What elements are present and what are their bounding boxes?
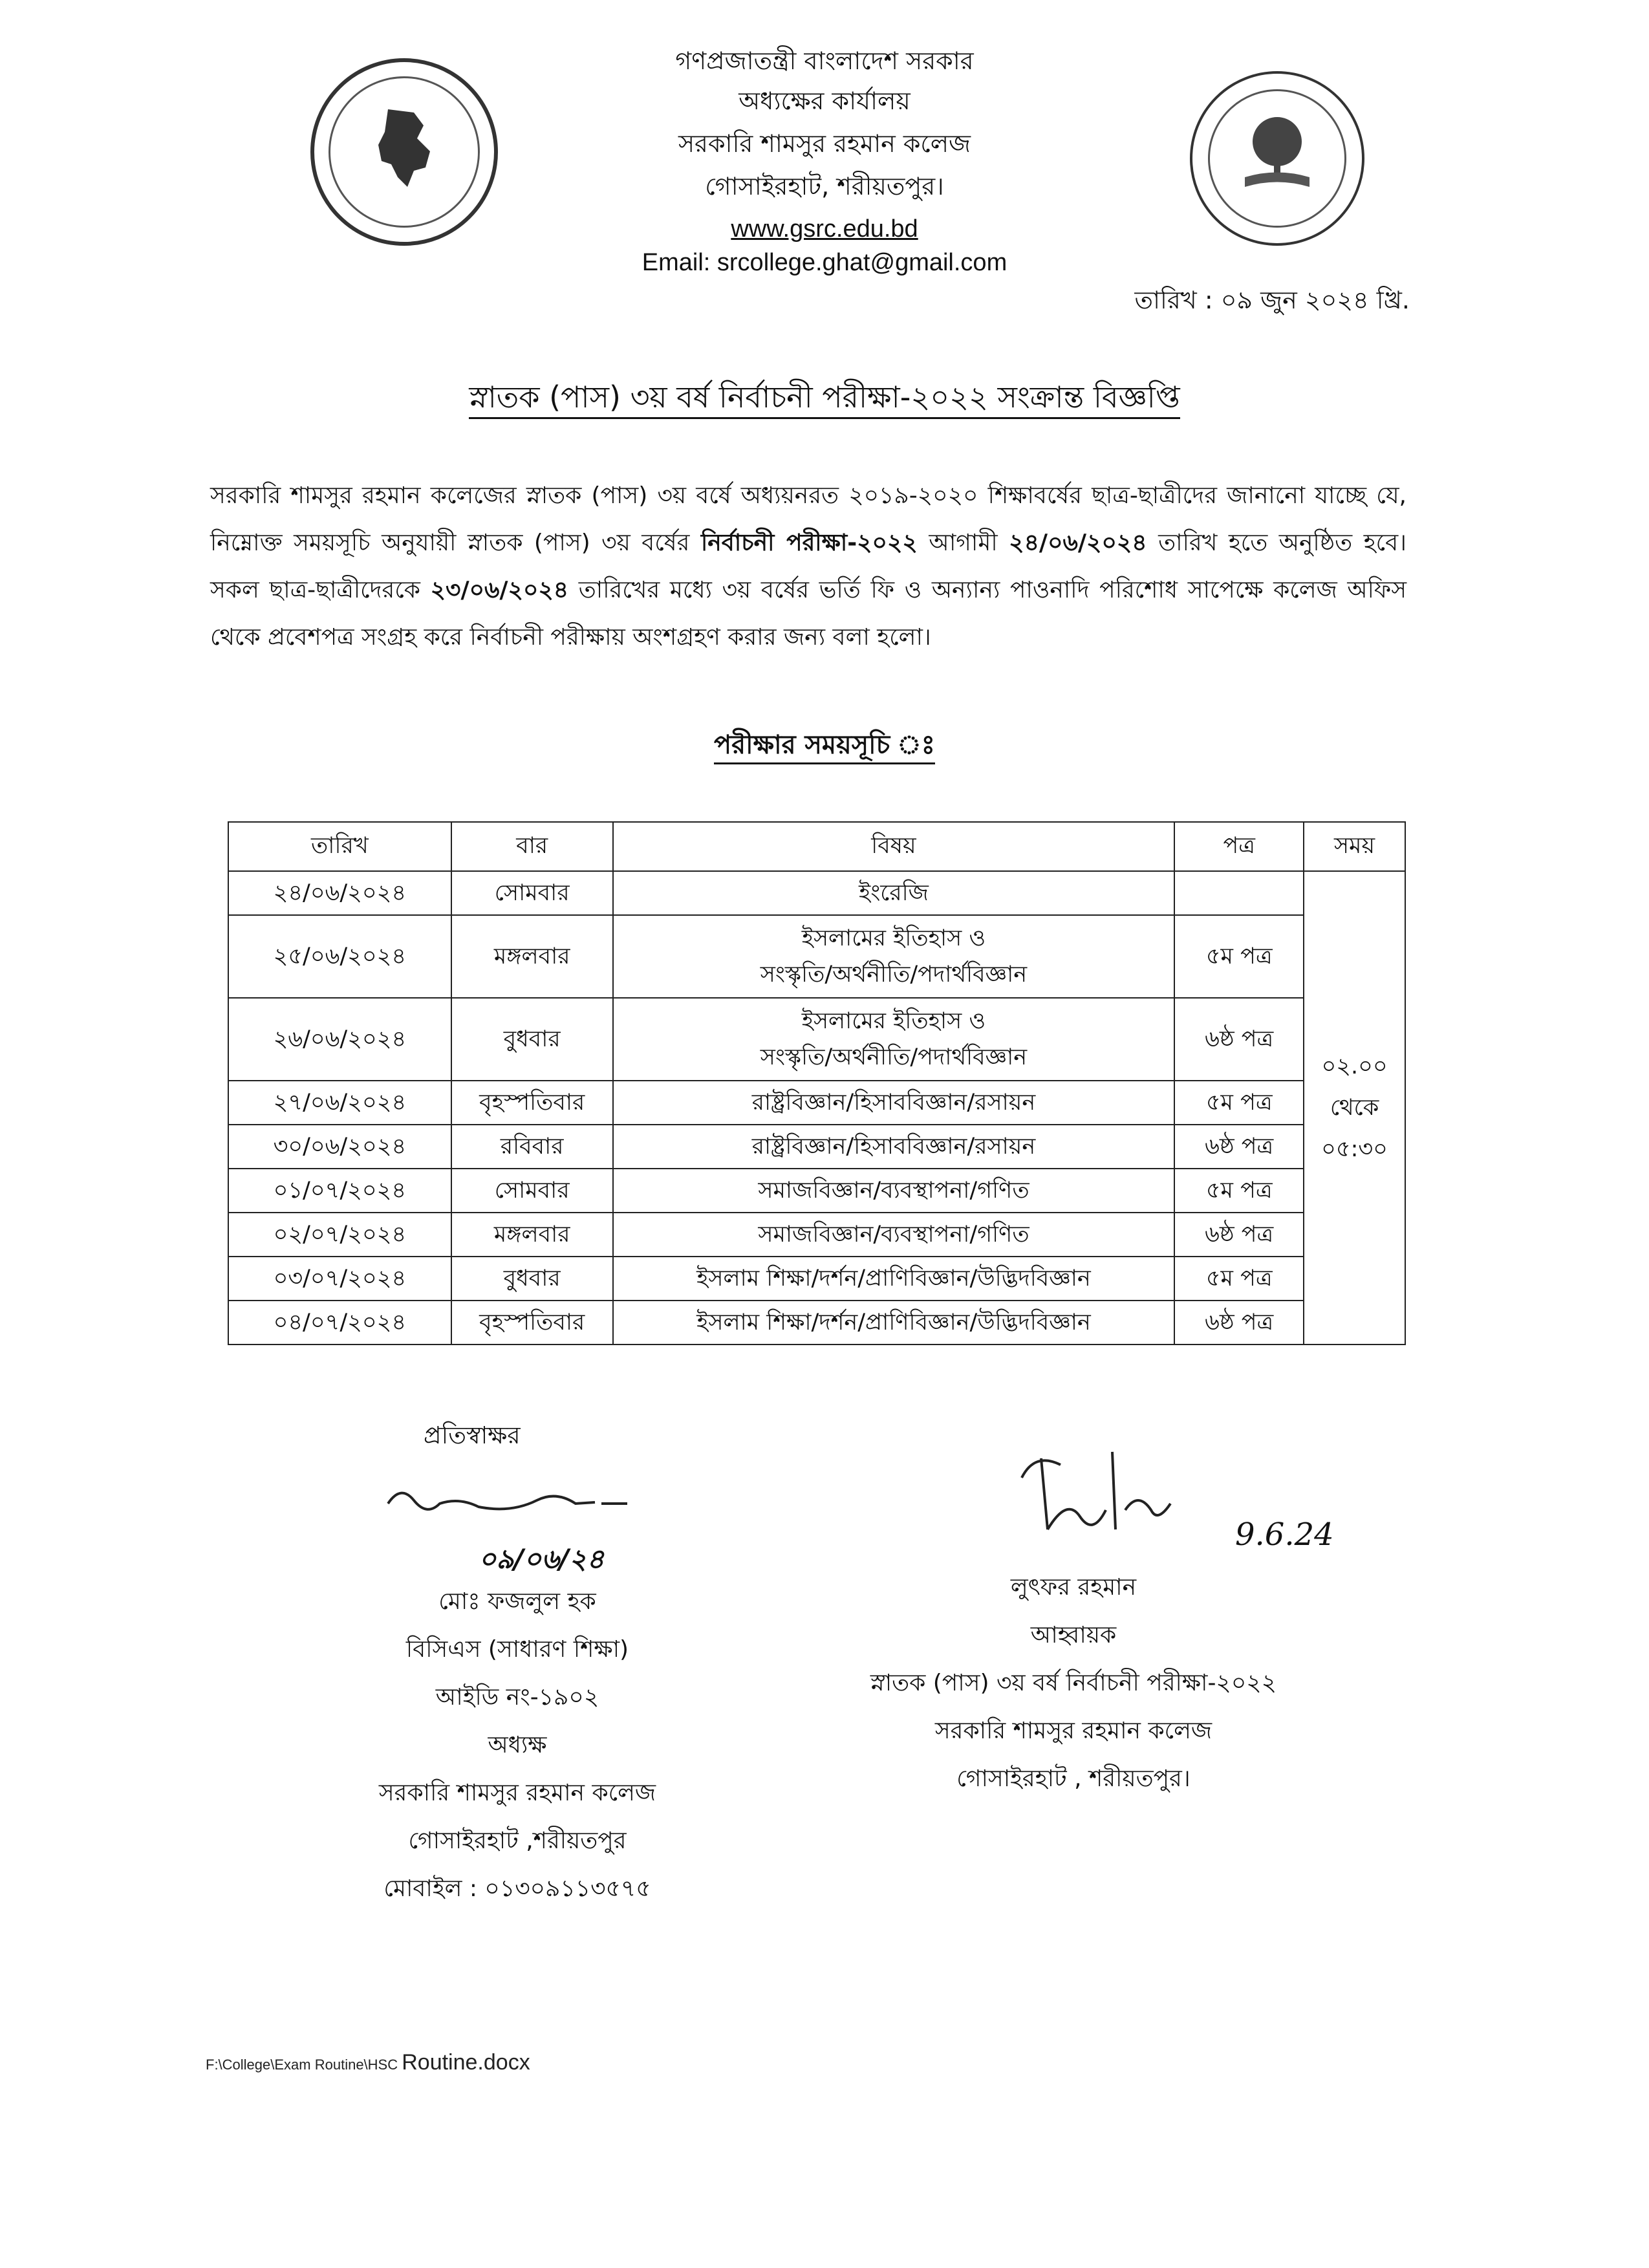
subject-line-1: ইসলামের ইতিহাস ও [801, 1008, 986, 1034]
cell-day: সোমবার [451, 1169, 613, 1213]
left-handwritten-date: ০৯/০৬/২৪ [479, 1543, 605, 1575]
header-line-1: গণপ্রজাতন্ত্রী বাংলাদেশ সরকার [675, 47, 974, 75]
cell-day: সোমবার [451, 871, 613, 915]
time-to: থেকে [1330, 1095, 1379, 1121]
left-college: সরকারি শামসুর রহমান কলেজ [378, 1780, 656, 1806]
cell-subject: রাষ্ট্রবিজ্ঞান/হিসাববিজ্ঞান/রসায়ন [613, 1081, 1175, 1125]
cell-date: ২৭/০৬/২০২৪ [228, 1081, 451, 1125]
cell-time [1304, 871, 1405, 1345]
table-row [228, 1125, 1405, 1169]
table-row [228, 1169, 1405, 1213]
cell-paper: ৬ষ্ঠ পত্র [1174, 998, 1304, 1081]
cell-date: ২৫/০৬/২০২৪ [228, 915, 451, 998]
cell-subject: ইসলাম শিক্ষা/দর্শন/প্রাণিবিজ্ঞান/উদ্ভিদবিজ্ঞান [613, 1257, 1175, 1301]
right-signature [1009, 1439, 1216, 1536]
subject-line-1: ইসলামের ইতিহাস ও [801, 925, 986, 951]
header-subject: বিষয় [613, 822, 1175, 871]
body-text-2: আগামী [917, 530, 1009, 556]
cell-date: ২৪/০৬/২০২৪ [228, 871, 451, 915]
cell-date: ৩০/০৬/২০২৪ [228, 1125, 451, 1169]
cell-day: রবিবার [451, 1125, 613, 1169]
cell-subject: রাষ্ট্রবিজ্ঞান/হিসাববিজ্ঞান/রসায়ন [613, 1125, 1175, 1169]
table-row [228, 915, 1405, 998]
website-link-text[interactable]: www.gsrc.edu.bd [731, 215, 918, 243]
table-header-row [228, 822, 1405, 871]
right-signatory-block [763, 1564, 1384, 1803]
cell-day: বুধবার [451, 998, 613, 1081]
left-name: মোঃ ফজলুল হক [438, 1588, 596, 1615]
right-address: গোসাইরহাট , শরীয়তপুর। [956, 1766, 1191, 1792]
left-cadre: বিসিএস (সাধারণ শিক্ষা) [405, 1636, 629, 1663]
countersign-label: প্রতিস্বাক্ষর [424, 1421, 521, 1449]
header-line-3: সরকারি শামসুর রহমান কলেজ [678, 129, 971, 158]
cell-subject: ইসলাম শিক্ষা/দর্শন/প্রাণিবিজ্ঞান/উদ্ভিদবিজ্ঞান [613, 1301, 1175, 1345]
body-text-1: সরকারি শামসুর রহমান কলেজের স্নাতক (পাস) ৩য় বর্ষে অধ্যয়নরত ২০১৯-২০২০ শিক্ষাবর্ষের ছাত্র-ছাত্রীদের জানানো যাচ্ছে যে, নিম্নোক্ত সময়সূচি অনুযায়ী স্নাতক (পাস) ৩য় বর্ষের [210, 482, 1406, 556]
table-row [228, 1213, 1405, 1257]
email-line: Email: srcollege.ghat@gmail.com [641, 249, 1008, 276]
right-handwritten-date: 9.6.24 [1235, 1517, 1334, 1553]
notice-date: তারিখ : ০৯ জুন ২০২৪ খ্রি. [1134, 286, 1410, 314]
table-row [228, 1081, 1405, 1125]
body-text-3: তারিখ হতে অনুষ্ঠিত হবে। সকল ছাত্র-ছাত্রীদেরকে [210, 530, 1407, 603]
schedule-heading-text: পরীক্ষার সময়সূচি ঃ [714, 730, 935, 764]
website-link[interactable] [0, 212, 1649, 246]
header-line-4: গোসাইরহাট, শরীয়তপুর। [705, 172, 944, 200]
cell-date: ০১/০৭/২০২৪ [228, 1169, 451, 1213]
table-row [228, 998, 1405, 1081]
cell-paper: ৫ম পত্র [1174, 1081, 1304, 1125]
notice-title-text: স্নাতক (পাস) ৩য় বর্ষ নির্বাচনী পরীক্ষা-২০২২ সংক্রান্ত বিজ্ঞপ্তি [469, 380, 1180, 419]
cell-paper: ৬ষ্ঠ পত্র [1174, 1125, 1304, 1169]
file-path: F:\College\Exam Routine\HSC [206, 2057, 402, 2073]
right-college: সরকারি শামসুর রহমান কলেজ [934, 1718, 1212, 1744]
cell-paper: ৫ম পত্র [1174, 1257, 1304, 1301]
time-end: ০৫:৩০ [1321, 1136, 1388, 1162]
cell-subject [613, 998, 1175, 1081]
cell-paper: ৫ম পত্র [1174, 1169, 1304, 1213]
cell-day: মঙ্গলবার [451, 915, 613, 998]
table-row [228, 871, 1405, 915]
body-bold-exam: নির্বাচনী পরীক্ষা-২০২২ [700, 530, 918, 556]
notice-title [0, 375, 1649, 424]
right-exam: স্নাতক (পাস) ৩য় বর্ষ নির্বাচনী পরীক্ষা-২০২২ [870, 1670, 1277, 1696]
table-row [228, 1257, 1405, 1301]
header-line-2: অধ্যক্ষের কার্যালয় [738, 87, 911, 115]
cell-paper: ৫ম পত্র [1174, 915, 1304, 998]
file-path-footer [206, 2050, 530, 2075]
left-designation: অধ্যক্ষ [488, 1732, 547, 1758]
cell-subject: সমাজবিজ্ঞান/ব্যবস্থাপনা/গণিত [613, 1213, 1175, 1257]
cell-date: ০৪/০৭/২০২৪ [228, 1301, 451, 1345]
notice-body [210, 472, 1406, 661]
body-bold-deadline: ২৩/০৬/২০২৪ [430, 577, 569, 603]
file-name: Routine.docx [402, 2050, 530, 2075]
left-mobile: মোবাইল : ০১৩০৯১১৩৫৭৫ [383, 1875, 651, 1902]
cell-date: ২৬/০৬/২০২৪ [228, 998, 451, 1081]
body-text-4: তারিখের মধ্যে ৩য় বর্ষের ভর্তি ফি ও অন্যান্য পাওনাদি পরিশোধ সাপেক্ষে কলেজ অফিস থেকে প্রবেশপত্র সংগ্রহ করে নির্বাচনী পরীক্ষায় অংশগ্রহণ করার জন্য বলা হলো। [210, 577, 1406, 651]
subject-line-2: সংস্কৃতি/অর্থনীতি/পদার্থবিজ্ঞান [760, 962, 1028, 988]
left-id: আইডি নং-১৯০২ [435, 1684, 599, 1711]
time-start: ০২.০০ [1321, 1053, 1388, 1079]
cell-paper [1174, 871, 1304, 915]
body-bold-start-date: ২৪/০৬/২০২৪ [1009, 530, 1147, 556]
header-paper: পত্র [1174, 822, 1304, 871]
left-signatory-block [297, 1578, 737, 1913]
cell-date: ০২/০৭/২০২৪ [228, 1213, 451, 1257]
exam-schedule-table [228, 821, 1406, 1345]
cell-subject [613, 915, 1175, 998]
header-time: সময় [1304, 822, 1405, 871]
left-address: গোসাইরহাট ,শরীয়তপুর [408, 1828, 627, 1854]
cell-subject: ইংরেজি [613, 871, 1175, 915]
subject-line-2: সংস্কৃতি/অর্থনীতি/পদার্থবিজ্ঞান [760, 1044, 1028, 1070]
left-signature [382, 1478, 653, 1529]
cell-date: ০৩/০৭/২০২৪ [228, 1257, 451, 1301]
cell-day: মঙ্গলবার [451, 1213, 613, 1257]
right-name: লুৎফর রহমান [1010, 1574, 1137, 1601]
header-day: বার [451, 822, 613, 871]
cell-paper: ৬ষ্ঠ পত্র [1174, 1213, 1304, 1257]
cell-day: বৃহস্পতিবার [451, 1301, 613, 1345]
table-row [228, 1301, 1405, 1345]
cell-day: বুধবার [451, 1257, 613, 1301]
right-designation: আহ্বায়ক [1030, 1622, 1117, 1648]
schedule-heading [0, 724, 1649, 768]
cell-subject: সমাজবিজ্ঞান/ব্যবস্থাপনা/গণিত [613, 1169, 1175, 1213]
cell-day: বৃহস্পতিবার [451, 1081, 613, 1125]
header-date: তারিখ [228, 822, 451, 871]
cell-paper: ৬ষ্ঠ পত্র [1174, 1301, 1304, 1345]
